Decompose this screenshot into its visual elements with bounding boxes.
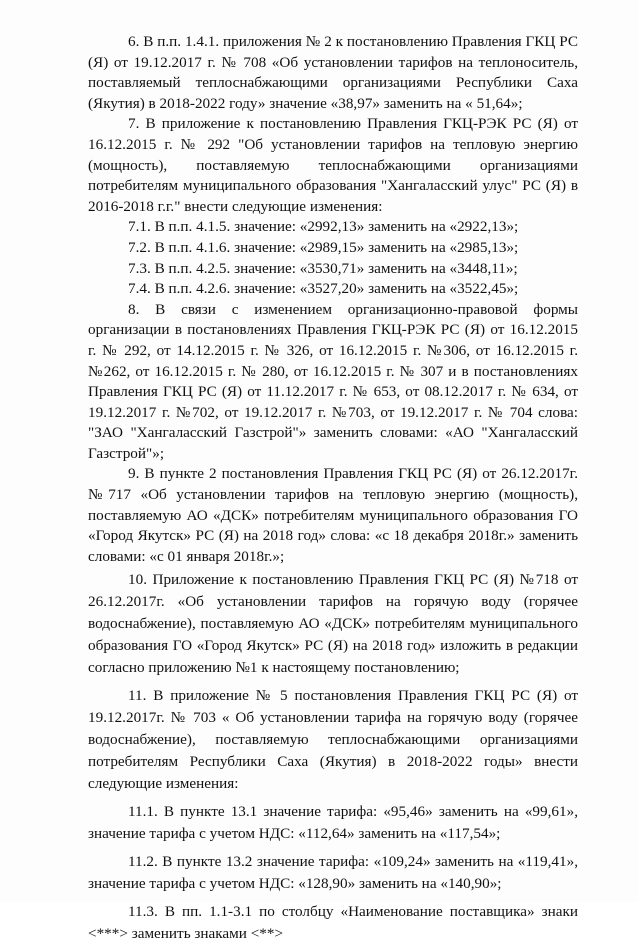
document-body: [88, 32, 578, 945]
paragraph-11-1: 11.1. В пункте 13.1 значение тарифа: «95,46» заменить на «99,61», значение тарифа с учетом НДС: «112,64» заменить на «117,54»;: [88, 803, 578, 843]
paragraph-11-2: 11.2. В пункте 13.2 значение тарифа: «109,24» заменить на «119,41», значение тарифа с учетом НДС: «128,90» заменить на «140,90»;: [88, 853, 578, 893]
paragraph-8: 8. В связи с изменением организационно-правовой формы организации в постановлениях Правления ГКЦ-РЭК РС (Я) от 16.12.2015 г. № 292, от 14.12.2015 г. № 326, от 16.12.2015 г. №306, от 16.12.2015 г. №262, от 16.12.2015 г. № 280, от 16.12.2015 г. № 307 и в постановлениях Правления ГКЦ РС (Я) от 11.12.2017 г. № 653, от 08.12.2017 г. № 634, от 19.12.2017 г. №702, от 19.12.2017 г. №703, от 19.12.2017 г. № 704 слова: "ЗАО "Хангаласский Газстрой"» заменить словами: «АО "Хангаласский Газстрой"»;: [88, 300, 578, 462]
paragraph-10: 10. Приложение к постановлению Правления ГКЦ РС (Я) №718 от 26.12.2017г. «Об установлении тарифов на горячую воду (горячее водоснабжение), поставляемую АО «ДСК» потребителям муниципального образования ГО «Город Якутск» РС (Я) на 2018 год» изложить в редакции согласно приложению №1 к настоящему постановлению;: [88, 571, 578, 677]
paragraph-7: 7. В приложение к постановлению Правления ГКЦ-РЭК РС (Я) от 16.12.2015 г. № 292 "Об установлении тарифов на тепловую энергию (мощность), поставляемую теплоснабжающими организациями потребителям муниципального образования "Хангаласский улус" РС (Я) в 2016-2018 г.г." внести следующие изменения:: [88, 115, 578, 215]
paragraph-11: 11. В приложение № 5 постановления Правления ГКЦ РС (Я) от 19.12.2017г. № 703 « Об установлении тарифа на горячую воду (горячее водоснабжение), поставляемую теплоснабжающими организациями потребителям Республики Саха (Якутия) в 2018-2022 годы» внести следующие изменения:: [88, 687, 578, 793]
paragraph-7-4: 7.4. В п.п. 4.2.6. значение: «3527,20» заменить на «3522,45»;: [128, 280, 519, 298]
paragraph-6: 6. В п.п. 1.4.1. приложения № 2 к постановлению Правления ГКЦ РС (Я) от 19.12.2017 г. № 708 «Об установлении тарифов на теплоноситель, поставляемый теплоснабжающими организациями Республики Саха (Якутия) в 2018-2022 году» значение «38,97» заменить на « 51,64»;: [88, 33, 578, 112]
paragraph-7-1: 7.1. В п.п. 4.1.5. значение: «2992,13» заменить на «2922,13»;: [128, 218, 519, 236]
paragraph-11-3: 11.3. В пп. 1.1-3.1 по столбцу «Наименование поставщика» знаки <***> заменить знаками <**>: [88, 903, 578, 943]
paragraph-9: 9. В пункте 2 постановления Правления ГКЦ РС (Я) от 26.12.2017г. №717 «Об установлении тарифов на тепловую энергию (мощность), поставляемую АО «ДСК» потребителям муниципального образования ГО «Город Якутск» РС (Я) на 2018 год» слова: «с 18 декабря 2018г.» заменить словами: «с 01 января 2018г.»;: [88, 465, 578, 565]
paragraph-7-3: 7.3. В п.п. 4.2.5. значение: «3530,71» заменить на «3448,11»;: [128, 259, 518, 277]
paragraph-7-2: 7.2. В п.п. 4.1.6. значение: «2989,15» заменить на «2985,13»;: [128, 238, 519, 256]
